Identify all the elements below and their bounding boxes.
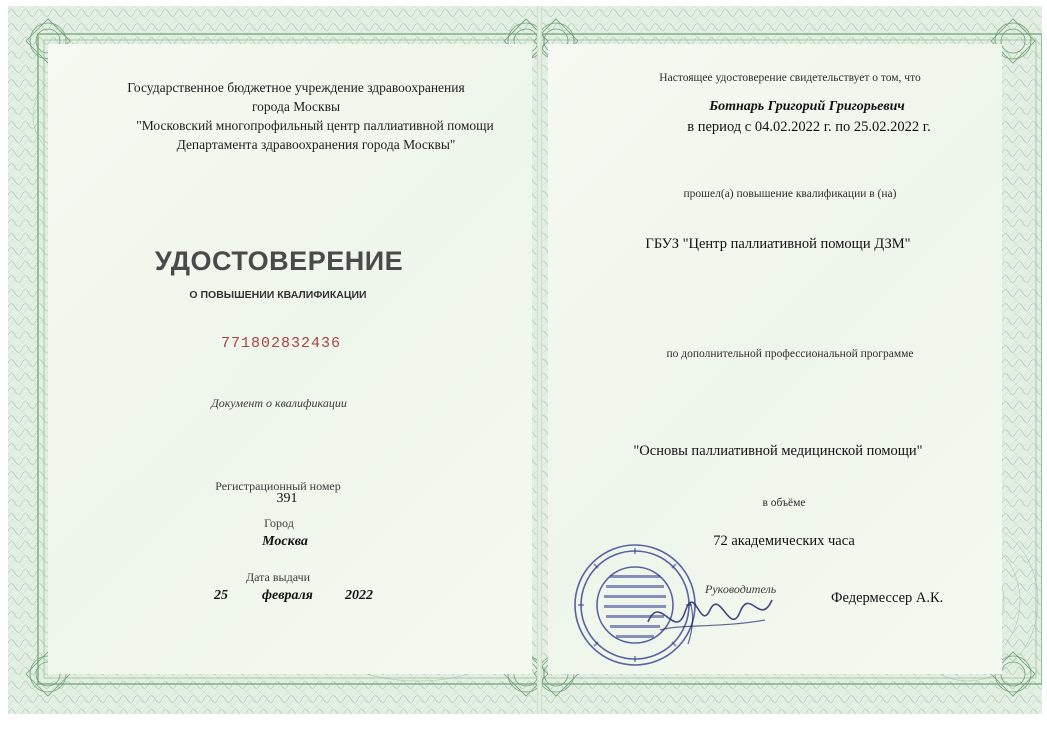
program-label: по дополнительной профессиональной программе xyxy=(666,348,914,360)
intro-text: Настоящее удостоверение свидетельствует о том, что xyxy=(659,72,921,84)
head-label: Руководитель xyxy=(705,582,777,596)
handwritten-signature xyxy=(640,582,780,652)
certificate-title: УДОСТОВЕРЕНИЕ xyxy=(154,246,404,276)
center-fold xyxy=(537,6,542,714)
certificate-subtitle: О ПОВЫШЕНИИ КВАЛИФИКАЦИИ xyxy=(189,289,367,301)
city-value: Москва xyxy=(262,534,308,549)
city-label: Город xyxy=(264,516,294,530)
volume-label: в объёме xyxy=(762,497,806,509)
training-period: в период с 04.02.2022 г. по 25.02.2022 г. xyxy=(687,119,931,135)
head-name: Федермессер А.К. xyxy=(831,590,944,606)
document-type-label: Документ о квалификации xyxy=(211,396,347,410)
issue-year: 2022 xyxy=(345,588,373,603)
reg-number-value: 391 xyxy=(276,491,298,506)
reg-number-label: Регистрационный номер xyxy=(215,479,341,493)
institution-line-2: города Москвы xyxy=(251,99,341,114)
issue-month: февраля xyxy=(262,588,313,603)
organization-name: ГБУЗ "Центр паллиативной помощи ДЗМ" xyxy=(645,236,911,252)
person-name: Ботнарь Григорий Григорьевич xyxy=(709,99,905,114)
institution-line-3: "Московский многопрофильный центр паллиативной помощи xyxy=(136,118,494,133)
issue-date-label: Дата выдачи xyxy=(245,570,311,584)
institution-line-1: Государственное бюджетное учреждение здравоохранения xyxy=(127,80,465,95)
issue-day: 25 xyxy=(214,588,228,603)
institution-line-4: Департамента здравоохранения города Москвы" xyxy=(176,137,456,152)
passed-label: прошел(а) повышение квалификации в (на) xyxy=(683,188,897,200)
serial-number: 771802832436 xyxy=(221,335,342,352)
volume-value: 72 академических часа xyxy=(713,533,855,549)
program-name: "Основы паллиативной медицинской помощи" xyxy=(633,443,923,459)
